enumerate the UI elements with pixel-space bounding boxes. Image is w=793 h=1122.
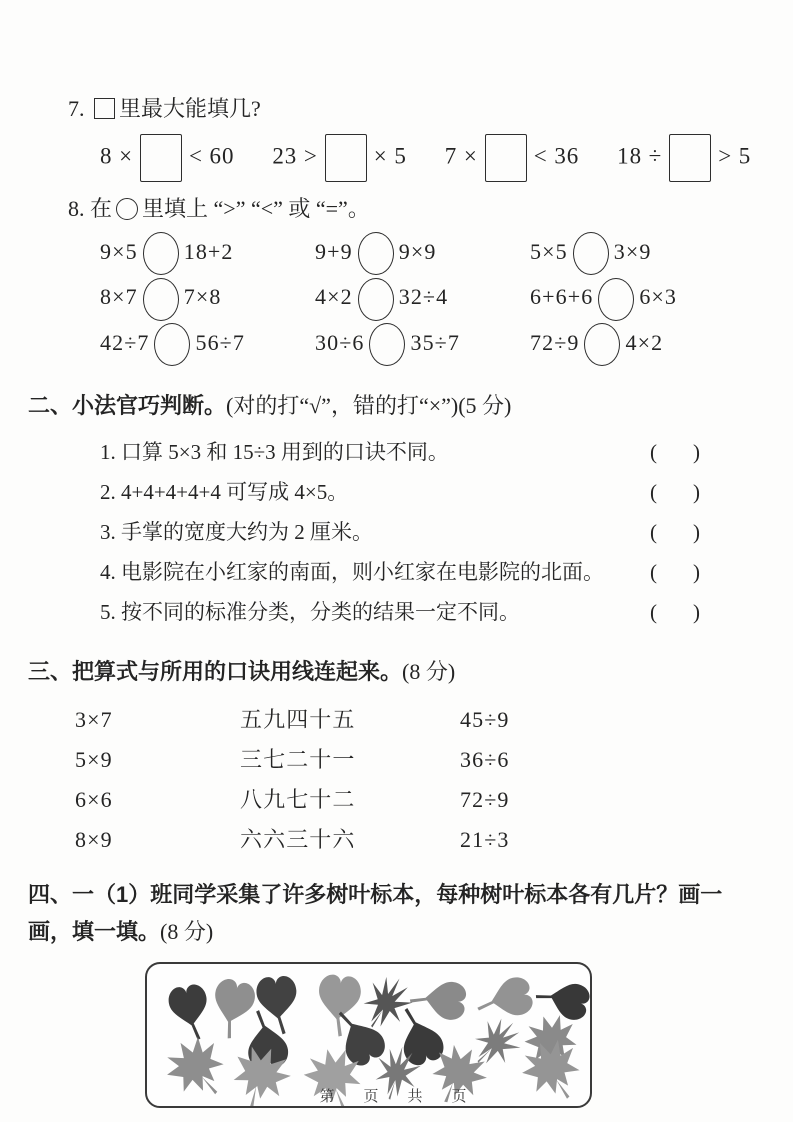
comparison-right: 32÷4 (398, 284, 449, 310)
comparison (315, 321, 530, 366)
answer-box[interactable] (485, 134, 527, 182)
comparison-right: 35÷7 (410, 329, 460, 355)
answer-box[interactable] (325, 134, 367, 182)
comparison-right: 6×3 (639, 284, 678, 310)
heart-leaf-icon (408, 978, 467, 1022)
matching-grid (75, 700, 793, 860)
answer-circle[interactable] (358, 278, 394, 321)
match-formula[interactable]: 八九七十二 (240, 787, 356, 813)
judgment-item (100, 432, 700, 472)
question-8-number: 8. (68, 196, 85, 221)
judgment-item (100, 472, 700, 512)
answer-box[interactable] (669, 134, 711, 182)
circle-symbol (116, 198, 138, 220)
question-7-text: 里最大能填几? (119, 96, 261, 121)
match-expression[interactable]: 21÷3 (460, 827, 510, 853)
answer-circle[interactable] (358, 232, 394, 275)
heart-leaf-icon (255, 976, 299, 1037)
answer-bracket[interactable]: ( ) (650, 480, 700, 505)
square-symbol (94, 98, 115, 119)
section-4-heading-line1: 四、一（1）班同学采集了许多树叶标本，每种树叶标本各有几片？画一 (28, 882, 723, 908)
heart-leaf-icon (532, 975, 590, 1023)
answer-bracket[interactable]: ( ) (650, 600, 700, 625)
expression-left: 7 × (444, 143, 478, 169)
comparison-right: 18+2 (183, 239, 234, 264)
answer-circle[interactable] (143, 278, 179, 321)
answer-circle[interactable] (143, 232, 179, 275)
expression-right: > 5 (718, 143, 752, 169)
comparison-left: 6+6+6 (530, 284, 594, 310)
judgment-text: 4. 电影院在小红家的南面，则小红家在电影院的北面。 (100, 560, 604, 585)
question-8-prompt (0, 192, 793, 226)
expression-right: < 60 (188, 143, 235, 169)
comparison (530, 275, 793, 320)
match-expression[interactable]: 36÷6 (460, 747, 510, 773)
expression (445, 134, 579, 182)
answer-bracket[interactable]: ( ) (650, 440, 700, 465)
match-expression[interactable]: 3×7 (75, 707, 113, 733)
expression (617, 134, 751, 182)
answer-circle[interactable] (154, 323, 190, 366)
answer-circle[interactable] (369, 323, 405, 366)
answer-circle[interactable] (573, 232, 609, 275)
comparison (315, 230, 530, 275)
answer-bracket[interactable]: ( ) (650, 520, 700, 545)
judgment-text: 3. 手掌的宽度大约为 2 厘米。 (100, 520, 373, 545)
expression-left: 8 × (100, 143, 133, 169)
expression-left: 23 > (272, 143, 318, 169)
question-8-text-before: 在 (90, 196, 113, 221)
comparison-left: 9+9 (315, 239, 353, 264)
answer-circle[interactable] (584, 323, 620, 366)
section-4-title (0, 876, 793, 950)
comparison-left: 30÷6 (315, 329, 365, 355)
comparison-left: 42÷7 (100, 329, 150, 355)
comparison-left: 5×5 (530, 239, 568, 264)
question-8-comparisons (0, 230, 793, 366)
section-2-heading: 二、小法官巧判断。 (28, 393, 227, 419)
comparison-right: 9×9 (398, 239, 437, 264)
judgment-list (0, 432, 793, 632)
match-expression[interactable]: 72÷9 (460, 787, 510, 813)
answer-box[interactable] (140, 134, 182, 182)
expression (272, 134, 406, 182)
judgment-text: 5. 按不同的标准分类，分类的结果一定不同。 (100, 600, 520, 625)
comparison-right: 4×2 (625, 329, 664, 355)
heart-leaf-icon (473, 975, 535, 1024)
answer-circle[interactable] (598, 278, 634, 321)
judgment-text: 1. 口算 5×3 和 15÷3 用到的口诀不同。 (100, 440, 449, 465)
comparison (100, 321, 315, 366)
expression (100, 134, 234, 182)
comparison-right: 56÷7 (195, 329, 245, 355)
section-2-note: (对的打“√”，错的打“×”)(5 分) (226, 393, 512, 419)
section-3-title (0, 654, 793, 690)
match-formula[interactable]: 五九四十五 (240, 707, 356, 733)
judgment-text: 2. 4+4+4+4+4 可写成 4×5。 (100, 480, 349, 505)
comparison-left: 72÷9 (530, 329, 580, 355)
judgment-item (100, 592, 700, 632)
section-3-heading: 三、把算式与所用的口诀用线连起来。 (28, 659, 403, 685)
heart-leaf-icon (205, 977, 258, 1043)
heart-leaf-icon (166, 983, 213, 1044)
match-formula[interactable]: 六六三十六 (240, 827, 356, 853)
section-2-title (0, 388, 793, 424)
judgment-item (100, 512, 700, 552)
comparison (100, 275, 315, 320)
comparison-left: 8×7 (100, 284, 138, 310)
section-4-heading-line2: 画，填一填。(8 分) (28, 919, 214, 945)
match-expression[interactable]: 5×9 (75, 747, 113, 773)
comparison (530, 230, 793, 275)
expression-right: × 5 (373, 143, 407, 169)
expression-left: 18 ÷ (617, 143, 663, 169)
expression-right: < 36 (533, 143, 580, 169)
comparison (100, 230, 315, 275)
page-footer: 第 页 共 页 (319, 1088, 474, 1105)
match-expression[interactable]: 6×6 (75, 787, 113, 813)
comparison (315, 275, 530, 320)
match-expression[interactable]: 8×9 (75, 827, 113, 853)
question-7-expressions (0, 130, 793, 186)
comparison-right: 7×8 (183, 284, 222, 310)
answer-bracket[interactable]: ( ) (650, 560, 700, 585)
comparison-right: 3×9 (613, 239, 652, 264)
match-expression[interactable]: 45÷9 (460, 707, 510, 733)
question-7-prompt (0, 92, 793, 126)
question-7-number: 7. (68, 96, 85, 121)
question-8-text-after: 里填上 “>” “<” 或 “=”。 (142, 196, 370, 221)
match-formula[interactable]: 三七二十一 (240, 747, 356, 773)
judgment-item (100, 552, 700, 592)
comparison-left: 4×2 (315, 284, 353, 310)
comparison (530, 321, 793, 366)
section-3-note: (8 分) (402, 659, 456, 685)
comparison-left: 9×5 (100, 239, 138, 264)
section-4-note: (8 分) (160, 919, 214, 945)
